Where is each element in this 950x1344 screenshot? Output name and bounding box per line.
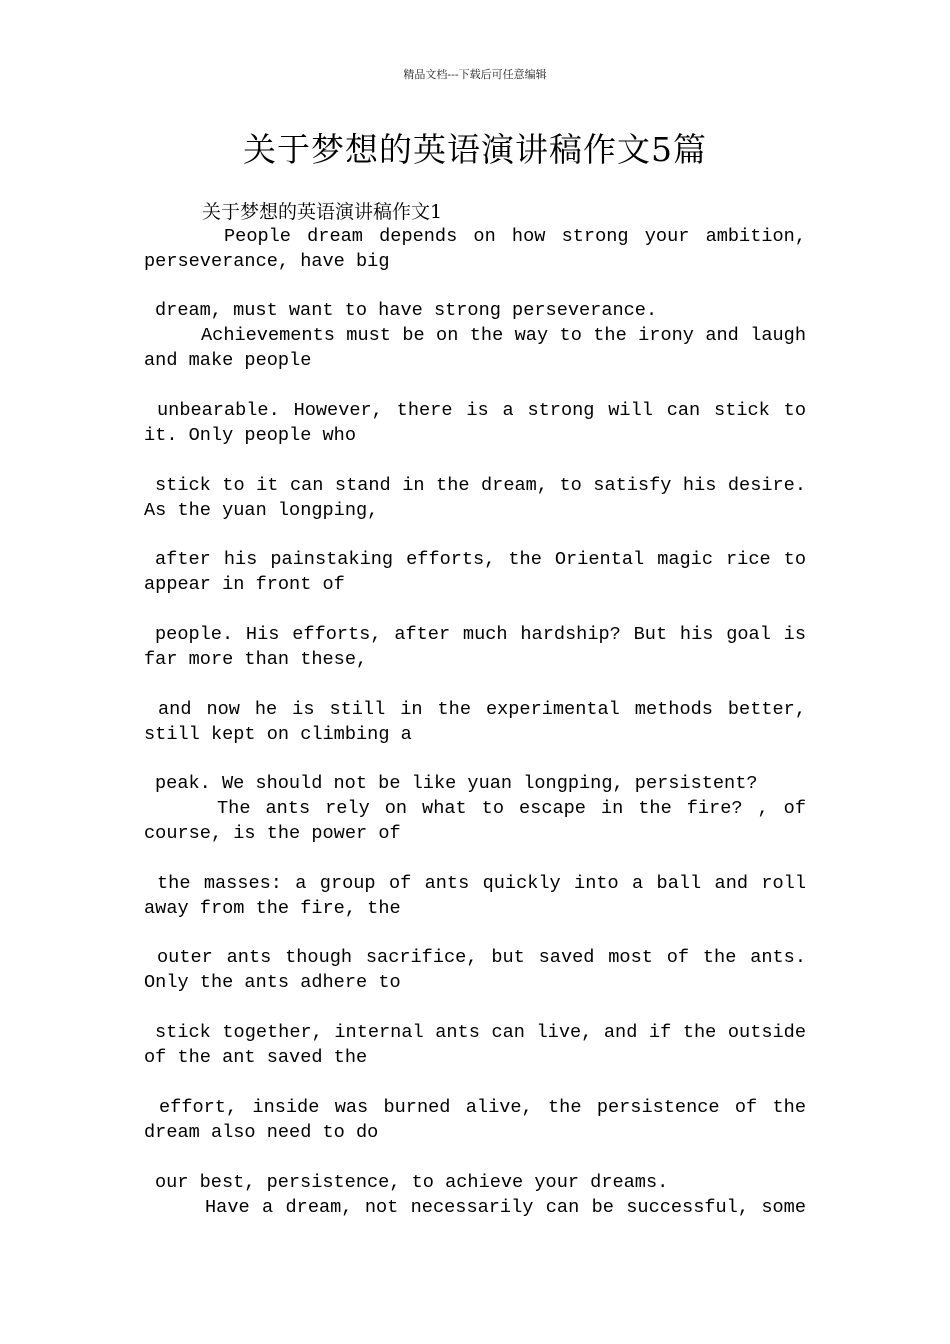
paragraph-3-continued-e (144, 1171, 806, 1196)
paragraph-3-continued-c (144, 1021, 806, 1071)
text-line: Have a dream, not necessarily can be successful, some (205, 1197, 806, 1218)
text-line: outer ants though sacrifice, but saved most of the ants. (157, 947, 806, 968)
text-line: after his painstaking efforts, the Oriental magic rice to (155, 549, 806, 570)
text-line: Only the ants adhere to (144, 971, 401, 993)
paragraph-2 (144, 324, 806, 374)
text-line: unbearable. However, there is a strong will can stick to (157, 400, 806, 421)
text-line: People dream depends on how strong your ambition, (224, 226, 806, 247)
text-line: our best, persistence, to achieve your dreams. (155, 1172, 669, 1193)
text-line: dream, must want to have strong perseverance. (155, 300, 658, 321)
paragraph-2-continued-e (144, 698, 806, 748)
text-line: stick together, internal ants can live, and if the outside (155, 1022, 806, 1043)
text-line: it. Only people who (144, 424, 357, 446)
text-line: away from the fire, the (144, 897, 401, 919)
text-line: peak. We should not be like yuan longping, persistent? (155, 773, 758, 794)
paragraph-2-continued-f (144, 772, 806, 797)
text-line: Achievements must be on the way to the irony and laugh (201, 325, 806, 346)
text-line: and now he is still in the experimental methods better, (158, 699, 806, 720)
paragraph-3-continued-a (144, 872, 806, 922)
paragraph-2-continued-d (144, 623, 806, 673)
text-line: still kept on climbing a (144, 723, 412, 745)
text-line: effort, inside was burned alive, the persistence of the (159, 1097, 806, 1118)
paragraph-2-continued-c (144, 548, 806, 598)
text-line: the masses: a group of ants quickly into a ball and roll (157, 873, 806, 894)
text-line: dream also need to do (144, 1121, 379, 1143)
text-line: of the ant saved the (144, 1046, 368, 1068)
paragraph-1 (144, 225, 806, 275)
paragraph-3-continued-b (144, 946, 806, 996)
text-line: people. His efforts, after much hardship? But his goal is (155, 624, 806, 645)
paragraph-2-continued-a (144, 399, 806, 449)
text-line: perseverance, have big (144, 250, 390, 272)
paragraph-1-continued (144, 299, 806, 324)
text-line: As the yuan longping, (144, 499, 379, 521)
text-line: far more than these, (144, 648, 368, 670)
text-line: course, is the power of (144, 822, 401, 844)
section-heading: 关于梦想的英语演讲稿作文1 (202, 201, 443, 223)
paragraph-4 (144, 1196, 806, 1221)
paragraph-2-continued-b (144, 474, 806, 524)
text-line: appear in front of (144, 573, 345, 595)
text-line: The ants rely on what to escape in the fire? , of (217, 798, 806, 819)
paragraph-3-continued-d (144, 1096, 806, 1146)
document-title: 关于梦想的英语演讲稿作文5篇 (243, 130, 707, 169)
paragraph-3 (144, 797, 806, 847)
text-line: stick to it can stand in the dream, to satisfy his desire. (155, 475, 806, 496)
text-line: and make people (144, 349, 312, 371)
header-note: 精品文档---下载后可任意编辑 (403, 68, 547, 81)
